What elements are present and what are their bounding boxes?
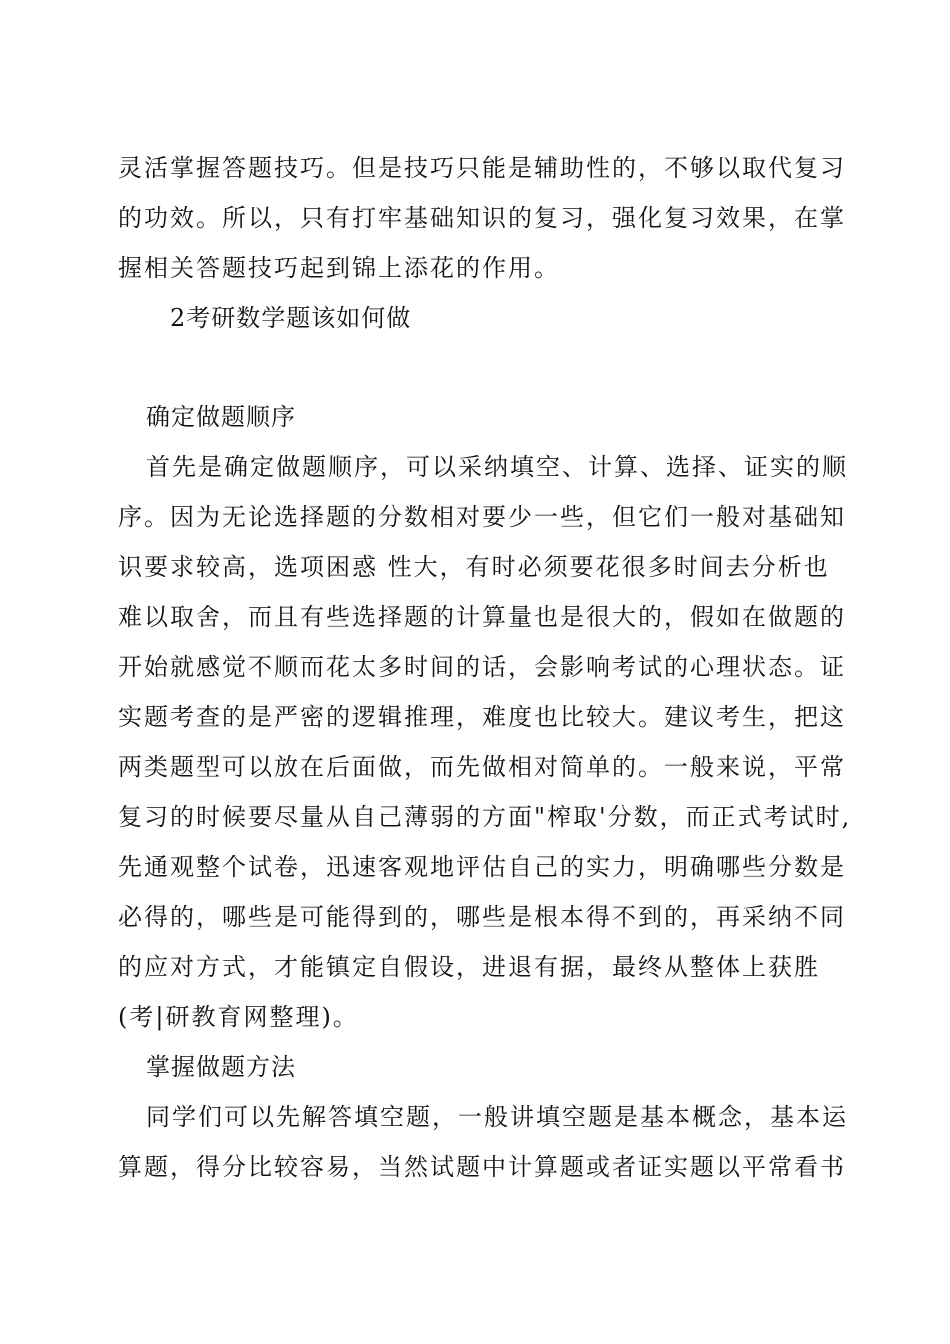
paragraph-1-line-1: 首先是确定做题顺序，可以采纳填空、计算、选择、证实的顺	[146, 453, 848, 481]
intro-line-3: 握相关答题技巧起到锦上添花的作用。	[118, 254, 560, 282]
paragraph-1-line-2: 序。因为无论选择题的分数相对要少一些，但它们一般对基础知	[118, 503, 846, 531]
paragraph-1-line-3: 识要求较高，选项困惑 性大，有时必须要花很多时间去分析也	[118, 553, 830, 581]
paragraph-2-line-2: 算题，得分比较容易，当然试题中计算题或者证实题以平常看书	[118, 1153, 846, 1181]
paragraph-1-line-9: 先通观整个试卷，迅速客观地评估自己的实力，明确哪些分数是	[118, 853, 846, 881]
paragraph-1-line-4: 难以取舍，而且有些选择题的计算量也是很大的，假如在做题的	[118, 603, 846, 631]
paragraph-1-line-6: 实题考查的是严密的逻辑推理，难度也比较大。建议考生，把这	[118, 703, 846, 731]
paragraph-1-line-7: 两类题型可以放在后面做，而先做相对简单的。一般来说，平常	[118, 753, 846, 781]
paragraph-1-line-12: (考|研教育网整理)。	[118, 1003, 359, 1031]
paragraph-1-line-10: 必得的，哪些是可能得到的，哪些是根本得不到的，再采纳不同	[118, 903, 846, 931]
paragraph-1-line-8: 复习的时候要尽量从自己薄弱的方面"榨取'分数，而正式考试时,	[118, 803, 852, 831]
paragraph-2-line-1: 同学们可以先解答填空题，一般讲填空题是基本概念，基本运	[146, 1103, 848, 1131]
intro-line-1: 灵活掌握答题技巧。但是技巧只能是辅助性的，不够以取代复习	[118, 154, 846, 182]
section-title: 2考研数学题该如何做	[170, 304, 412, 332]
paragraph-1-line-5: 开始就感觉不顺而花太多时间的话，会影响考试的心理状态。证	[118, 653, 846, 681]
subheading-method: 掌握做题方法	[146, 1053, 296, 1081]
subheading-order: 确定做题顺序	[146, 403, 296, 431]
intro-line-2: 的功效。所以，只有打牢基础知识的复习，强化复习效果，在掌	[118, 204, 846, 232]
paragraph-1-line-11: 的应对方式，才能镇定自假设，进退有据，最终从整体上获胜	[118, 953, 820, 981]
